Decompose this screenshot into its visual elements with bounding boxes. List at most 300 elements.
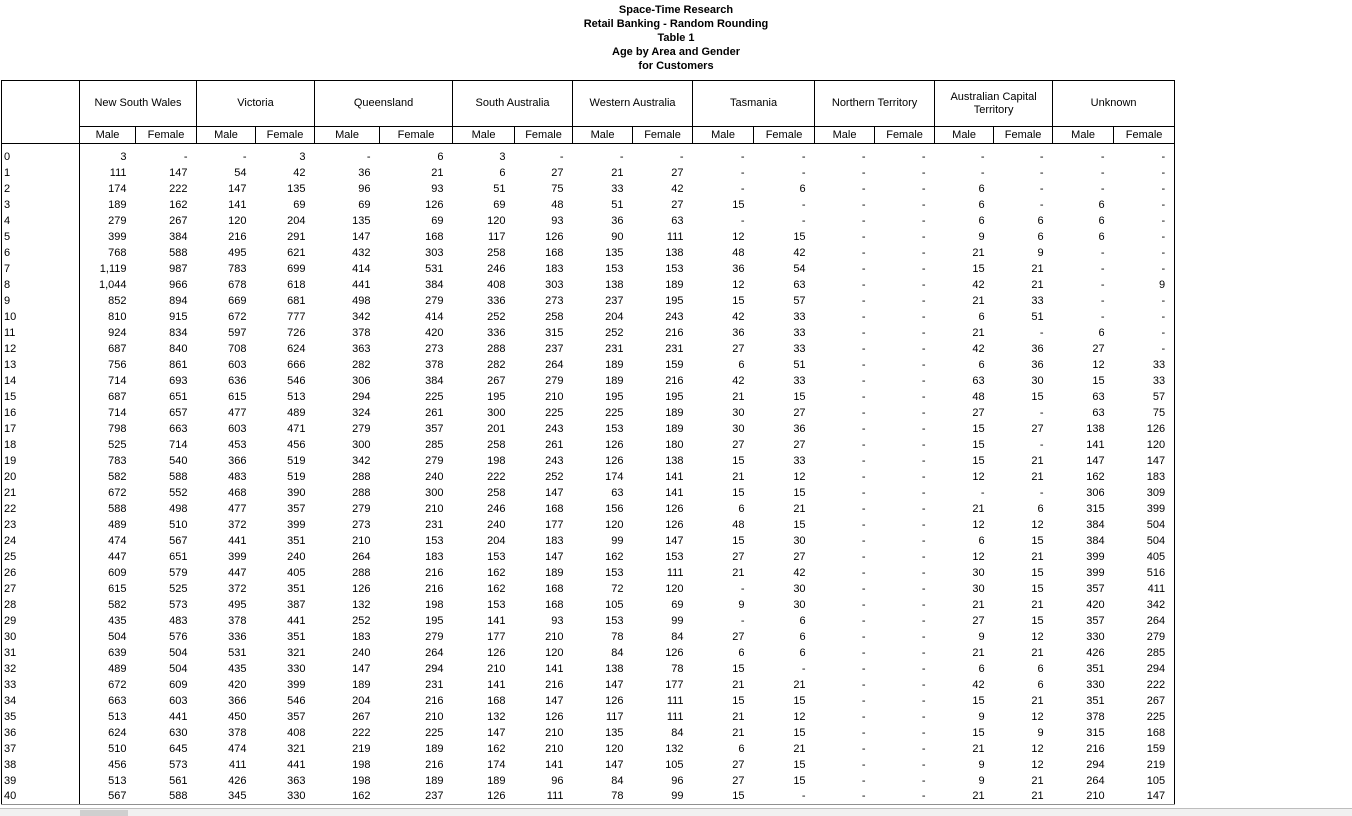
data-cell[interactable]: 345 [197,789,256,805]
data-cell[interactable]: 6 [738,742,745,755]
data-cell[interactable]: 96 [551,774,564,787]
data-cell[interactable]: - [1114,309,1175,325]
data-cell[interactable]: 138 [605,278,624,291]
data-cell[interactable]: 105 [665,758,684,771]
data-cell[interactable]: - [801,150,806,163]
data-cell[interactable]: 21 [1031,454,1044,467]
data-cell[interactable]: 357 [1086,614,1105,627]
data-cell[interactable]: - [861,422,866,435]
data-cell[interactable]: 609 [169,678,188,691]
age-label[interactable]: 16 [2,405,80,421]
data-cell[interactable]: - [921,278,926,291]
data-cell[interactable]: 552 [169,486,188,499]
data-cell[interactable]: 231 [605,342,624,355]
data-cell[interactable]: - [1039,326,1044,339]
data-cell[interactable]: 153 [487,550,506,563]
data-cell[interactable]: 54 [234,166,247,179]
data-cell[interactable]: 1,119 [99,262,127,275]
data-cell[interactable]: 225 [425,390,444,403]
data-cell[interactable]: 726 [287,326,306,339]
data-cell[interactable]: 435 [108,614,127,627]
data-cell[interactable]: 189 [665,406,684,419]
data-cell[interactable]: - [921,246,926,259]
data-cell[interactable]: - [619,150,624,163]
data-cell[interactable]: - [861,598,866,611]
data-cell[interactable]: 303 [425,246,444,259]
data-cell[interactable]: 264 [425,646,444,659]
data-cell[interactable]: 21 [935,789,994,805]
data-cell[interactable]: 504 [1114,533,1175,549]
data-cell[interactable]: 36 [732,262,745,275]
area-header-new-south-wales[interactable]: New South Wales [80,81,197,127]
data-cell[interactable]: 84 [611,646,624,659]
data-cell[interactable]: 210 [425,710,444,723]
data-cell[interactable]: 252 [605,326,624,339]
data-cell[interactable]: 216 [545,678,564,691]
data-cell[interactable]: - [861,582,866,595]
data-cell[interactable]: 120 [605,742,624,755]
data-cell[interactable]: 495 [228,246,247,259]
data-cell[interactable]: 21 [1031,774,1044,787]
data-cell[interactable]: 138 [665,454,684,467]
data-cell[interactable]: 21 [732,710,745,723]
data-cell[interactable]: 120 [545,646,564,659]
data-cell[interactable]: 561 [169,774,188,787]
data-cell[interactable]: 117 [605,710,624,723]
data-cell[interactable]: 246 [487,502,506,515]
data-cell[interactable]: 351 [287,582,306,595]
data-cell[interactable]: 12 [972,518,985,531]
gender-header-female[interactable]: Female [754,127,815,144]
data-cell[interactable]: 12 [972,550,985,563]
horizontal-scrollbar[interactable] [0,808,1352,816]
data-cell[interactable]: 336 [228,630,247,643]
data-cell[interactable]: 210 [545,630,564,643]
data-cell[interactable]: 363 [352,342,371,355]
age-label[interactable]: 7 [2,261,80,277]
data-cell[interactable]: - [921,662,926,675]
data-cell[interactable]: 222 [352,726,371,739]
data-cell[interactable]: 9 [1037,246,1044,259]
data-cell[interactable]: 168 [545,598,564,611]
data-cell[interactable]: 21 [1031,694,1044,707]
data-cell[interactable]: 279 [352,422,371,435]
data-cell[interactable]: 330 [256,789,315,805]
data-cell[interactable]: - [921,518,926,531]
data-cell[interactable]: 15 [1092,374,1105,387]
data-cell[interactable]: 336 [487,326,506,339]
data-cell[interactable]: 357 [287,710,306,723]
data-cell[interactable]: - [921,710,926,723]
data-cell[interactable]: 78 [671,662,684,675]
data-cell[interactable]: 582 [108,470,127,483]
data-cell[interactable]: 141 [545,758,564,771]
data-cell[interactable]: 93 [551,214,564,227]
data-cell[interactable]: 162 [487,742,506,755]
data-cell[interactable]: 399 [228,550,247,563]
data-cell[interactable]: 15 [732,486,745,499]
data-cell[interactable]: 489 [108,518,127,531]
data-cell[interactable]: 141 [545,662,564,675]
data-cell[interactable]: 78 [573,789,633,805]
area-header-tasmania[interactable]: Tasmania [693,81,815,127]
data-cell[interactable]: 513 [108,710,127,723]
gender-header-male[interactable]: Male [80,127,136,144]
data-cell[interactable]: - [740,582,745,595]
data-cell[interactable]: 258 [487,486,506,499]
gender-header-female[interactable]: Female [875,127,935,144]
data-cell[interactable]: - [1100,182,1105,195]
data-cell[interactable]: 99 [671,614,684,627]
data-cell[interactable]: 231 [425,678,444,691]
data-cell[interactable]: 288 [352,470,371,483]
data-cell[interactable]: 1,044 [98,278,127,291]
data-cell[interactable]: 15 [732,694,745,707]
data-cell[interactable]: 27 [732,774,745,787]
data-cell[interactable]: 162 [1086,470,1105,483]
data-cell[interactable]: 210 [487,662,506,675]
data-cell[interactable]: 147 [487,726,506,739]
data-cell[interactable]: 510 [108,742,127,755]
data-cell[interactable]: 231 [665,342,684,355]
data-cell[interactable]: 267 [169,214,188,227]
data-cell[interactable]: 285 [1114,645,1175,661]
data-cell[interactable]: 504 [169,646,188,659]
data-cell[interactable]: 15 [793,774,806,787]
data-cell[interactable]: 168 [545,502,564,515]
data-cell[interactable]: 441 [287,758,306,771]
age-label[interactable]: 17 [2,421,80,437]
age-label[interactable]: 8 [2,277,80,293]
data-cell[interactable]: - [921,678,926,691]
data-cell[interactable]: - [921,406,926,419]
data-cell[interactable]: - [921,646,926,659]
data-cell[interactable]: - [921,630,926,643]
data-cell[interactable]: 12 [793,470,806,483]
data-cell[interactable]: - [861,166,866,179]
data-cell[interactable]: 15 [732,534,745,547]
data-cell[interactable]: 6 [1037,662,1044,675]
data-cell[interactable]: 300 [425,486,444,499]
data-cell[interactable]: - [1039,182,1044,195]
data-cell[interactable]: 201 [487,422,506,435]
data-cell[interactable]: 6 [1098,326,1105,339]
data-cell[interactable]: 36 [1031,342,1044,355]
data-cell[interactable]: 126 [545,710,564,723]
data-cell[interactable]: 21 [1031,598,1044,611]
data-cell[interactable]: 294 [352,390,371,403]
data-cell[interactable]: 33 [793,326,806,339]
data-cell[interactable]: 147 [605,758,624,771]
data-cell[interactable]: 408 [487,278,506,291]
age-label[interactable]: 31 [2,645,80,661]
gender-header-male[interactable]: Male [935,127,994,144]
data-cell[interactable]: 672 [228,310,247,323]
data-cell[interactable]: - [921,214,926,227]
data-cell[interactable]: 51 [611,198,624,211]
data-cell[interactable]: 432 [352,246,371,259]
data-cell[interactable]: 357 [425,422,444,435]
data-cell[interactable]: 21 [732,470,745,483]
data-cell[interactable]: 183 [545,262,564,275]
data-cell[interactable]: 852 [108,294,127,307]
data-cell[interactable]: 384 [1086,518,1105,531]
data-cell[interactable]: - [861,198,866,211]
data-cell[interactable]: 282 [487,358,506,371]
data-cell[interactable]: 147 [605,678,624,691]
data-cell[interactable]: - [1114,181,1175,197]
data-cell[interactable]: 15 [793,694,806,707]
data-cell[interactable]: - [559,150,564,163]
scrollbar-thumb[interactable] [80,810,128,816]
data-cell[interactable]: - [1039,166,1044,179]
data-cell[interactable]: 30 [732,422,745,435]
data-cell[interactable]: 90 [611,230,624,243]
data-cell[interactable]: 69 [671,598,684,611]
data-cell[interactable]: 21 [972,246,985,259]
gender-header-male[interactable]: Male [453,127,515,144]
data-cell[interactable]: 477 [228,502,247,515]
data-cell[interactable]: 36 [793,422,806,435]
data-cell[interactable]: 12 [732,230,745,243]
age-label[interactable]: 3 [2,197,80,213]
data-cell[interactable]: 15 [693,789,754,805]
data-cell[interactable]: 315 [1086,726,1105,739]
data-cell[interactable]: 387 [287,598,306,611]
data-cell[interactable]: 21 [994,789,1053,805]
data-cell[interactable]: 189 [352,678,371,691]
data-cell[interactable]: - [740,182,745,195]
data-cell[interactable]: - [1100,262,1105,275]
data-cell[interactable]: 378 [425,358,444,371]
data-cell[interactable]: 687 [108,342,127,355]
data-cell[interactable]: - [861,438,866,451]
data-cell[interactable]: 222 [487,470,506,483]
data-cell[interactable]: - [921,166,926,179]
data-cell[interactable]: 252 [487,310,506,323]
data-cell[interactable]: 663 [108,694,127,707]
data-cell[interactable]: 126 [665,646,684,659]
data-cell[interactable]: 405 [287,566,306,579]
data-cell[interactable]: 525 [169,582,188,595]
data-cell[interactable]: 126 [352,582,371,595]
data-cell[interactable]: 141 [487,614,506,627]
data-cell[interactable]: 111 [109,166,127,179]
data-cell[interactable]: - [921,374,926,387]
data-cell[interactable]: 6 [1098,198,1105,211]
data-cell[interactable]: 714 [108,406,127,419]
data-cell[interactable]: 351 [287,630,306,643]
data-cell[interactable]: 30 [972,582,985,595]
data-cell[interactable]: 261 [545,438,564,451]
data-cell[interactable]: - [1114,325,1175,341]
data-cell[interactable]: 6 [978,310,985,323]
data-cell[interactable]: 210 [352,534,371,547]
data-cell[interactable]: 159 [1114,741,1175,757]
data-cell[interactable]: 441 [169,710,188,723]
data-cell[interactable]: 540 [169,454,188,467]
data-cell[interactable]: 243 [545,454,564,467]
data-cell[interactable]: 63 [1092,390,1105,403]
data-cell[interactable]: - [740,150,745,163]
data-cell[interactable]: - [921,614,926,627]
data-cell[interactable]: - [861,534,866,547]
data-cell[interactable]: 63 [611,486,624,499]
data-cell[interactable]: 15 [972,422,985,435]
data-cell[interactable]: 603 [228,358,247,371]
data-cell[interactable]: 330 [1086,630,1105,643]
age-label[interactable]: 35 [2,709,80,725]
data-cell[interactable]: - [921,358,926,371]
data-cell[interactable]: 15 [1031,390,1044,403]
data-cell[interactable]: 15 [732,454,745,467]
data-cell[interactable]: 51 [493,182,506,195]
data-cell[interactable]: 195 [605,390,624,403]
data-cell[interactable]: 306 [1086,486,1105,499]
data-cell[interactable]: 63 [671,214,684,227]
data-cell[interactable]: 216 [665,326,684,339]
data-cell[interactable]: 15 [732,294,745,307]
data-cell[interactable]: 30 [972,566,985,579]
data-cell[interactable]: 342 [352,454,371,467]
data-cell[interactable]: - [1114,293,1175,309]
data-cell[interactable]: 132 [487,710,506,723]
data-cell[interactable]: 243 [665,310,684,323]
data-cell[interactable]: 21 [1031,262,1044,275]
data-cell[interactable]: 546 [287,694,306,707]
data-cell[interactable]: 111 [666,694,684,707]
data-cell[interactable]: 42 [293,166,306,179]
data-cell[interactable]: 69 [358,198,371,211]
data-cell[interactable]: 756 [108,358,127,371]
data-cell[interactable]: 615 [228,390,247,403]
data-cell[interactable]: 435 [228,662,247,675]
data-cell[interactable]: 6 [978,534,985,547]
data-cell[interactable]: 603 [228,422,247,435]
data-cell[interactable]: 9 [978,630,985,643]
data-cell[interactable]: 135 [352,214,371,227]
data-cell[interactable]: 216 [425,758,444,771]
data-cell[interactable]: 225 [545,406,564,419]
data-cell[interactable]: 6 [738,646,745,659]
data-cell[interactable]: 33 [1114,357,1175,373]
data-cell[interactable]: 168 [487,694,506,707]
data-cell[interactable]: 138 [665,246,684,259]
data-cell[interactable]: 678 [228,278,247,291]
data-cell[interactable]: 216 [425,566,444,579]
gender-header-female[interactable]: Female [256,127,315,144]
data-cell[interactable]: - [861,406,866,419]
data-cell[interactable]: 6 [799,630,806,643]
data-cell[interactable]: - [980,166,985,179]
data-cell[interactable]: - [1039,486,1044,499]
data-cell[interactable]: 84 [671,630,684,643]
data-cell[interactable]: 420 [1086,598,1105,611]
age-label[interactable]: 9 [2,293,80,309]
data-cell[interactable]: 279 [545,374,564,387]
data-cell[interactable]: 6 [1037,230,1044,243]
data-cell[interactable]: 840 [169,342,188,355]
data-cell[interactable]: 531 [228,646,247,659]
data-cell[interactable]: 987 [169,262,188,275]
data-cell[interactable]: 141 [487,678,506,691]
data-cell[interactable]: 27 [972,406,985,419]
data-cell[interactable]: 384 [425,278,444,291]
data-cell[interactable]: 33 [793,454,806,467]
data-cell[interactable]: 9 [978,710,985,723]
data-cell[interactable]: 21 [1031,470,1044,483]
data-cell[interactable]: 33 [1031,294,1044,307]
data-cell[interactable]: 378 [1086,710,1105,723]
data-cell[interactable]: 168 [425,230,444,243]
data-cell[interactable]: 27 [1031,422,1044,435]
age-label[interactable]: 28 [2,597,80,613]
age-label[interactable]: 27 [2,581,80,597]
data-cell[interactable]: - [1114,213,1175,229]
age-label[interactable]: 11 [2,325,80,341]
data-cell[interactable]: 138 [605,662,624,675]
data-cell[interactable]: 42 [793,566,806,579]
data-cell[interactable]: 225 [1114,709,1175,725]
data-cell[interactable]: 21 [431,166,444,179]
age-label[interactable]: 15 [2,389,80,405]
data-cell[interactable]: 426 [1086,646,1105,659]
data-cell[interactable]: 567 [169,534,188,547]
data-cell[interactable]: 894 [169,294,188,307]
data-cell[interactable]: 30 [793,598,806,611]
data-cell[interactable]: 42 [972,342,985,355]
data-cell[interactable]: 285 [425,438,444,451]
data-cell[interactable]: 48 [551,198,564,211]
data-cell[interactable]: - [861,310,866,323]
data-cell[interactable]: - [861,454,866,467]
gender-header-male[interactable]: Male [815,127,875,144]
data-cell[interactable]: 546 [287,374,306,387]
data-cell[interactable]: - [861,758,866,771]
data-cell[interactable]: - [861,694,866,707]
data-cell[interactable]: 6 [437,150,444,163]
data-cell[interactable]: 174 [487,758,506,771]
data-cell[interactable]: - [921,582,926,595]
data-cell[interactable]: 588 [169,246,188,259]
data-cell[interactable]: - [921,566,926,579]
data-cell[interactable]: - [861,662,866,675]
data-cell[interactable]: 153 [605,262,624,275]
data-cell[interactable]: 48 [732,518,745,531]
data-cell[interactable]: 15 [972,694,985,707]
data-cell[interactable]: 474 [228,742,247,755]
data-cell[interactable]: - [921,742,926,755]
data-cell[interactable]: 21 [1031,550,1044,563]
data-cell[interactable]: 30 [793,582,806,595]
data-cell[interactable]: - [861,678,866,691]
data-cell[interactable]: 15 [732,198,745,211]
data-cell[interactable]: 21 [972,326,985,339]
data-cell[interactable]: 126 [453,789,515,805]
data-cell[interactable]: 240 [352,646,371,659]
data-cell[interactable]: - [875,789,935,805]
data-cell[interactable]: - [1100,278,1105,291]
gender-header-male[interactable]: Male [197,127,256,144]
data-cell[interactable]: 189 [487,774,506,787]
data-cell[interactable]: 672 [108,486,127,499]
data-cell[interactable]: 240 [487,518,506,531]
area-header-western-australia[interactable]: Western Australia [573,81,693,127]
area-header-unknown[interactable]: Unknown [1053,81,1175,127]
data-cell[interactable]: 708 [228,342,247,355]
data-cell[interactable]: 168 [1114,725,1175,741]
data-cell[interactable]: - [1039,150,1044,163]
